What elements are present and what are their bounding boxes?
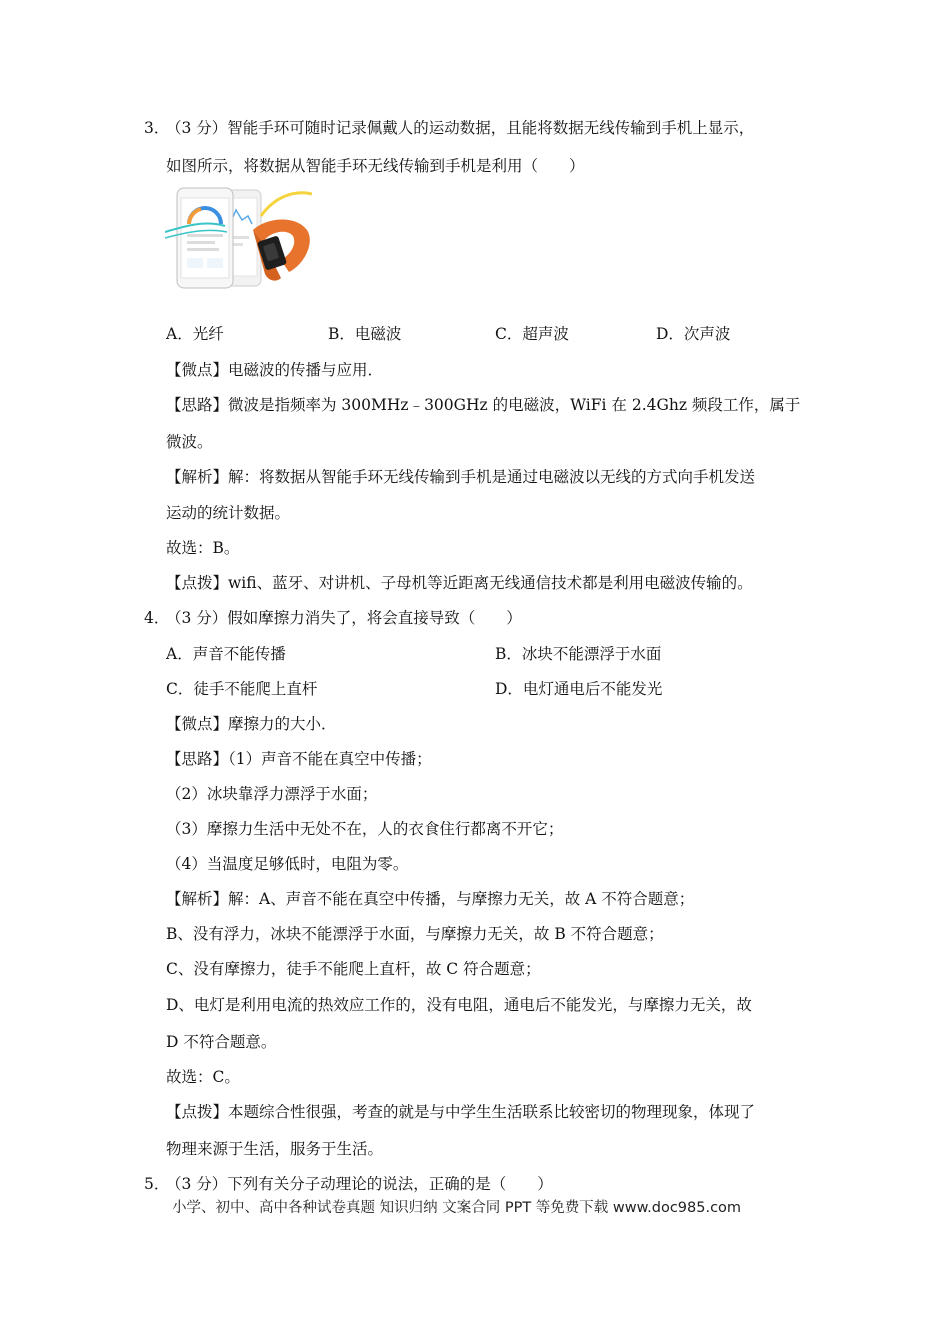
question-4-option-c: C．徒手不能爬上直杆 [166, 680, 318, 698]
question-3-option-c: C．超声波 [495, 325, 569, 343]
question-4-stem: （3 分）假如摩擦力消失了，将会直接导致（ ） [166, 609, 522, 627]
smart-band-phone-figure [165, 186, 312, 290]
question-4-option-b: B．冰块不能漂浮于水面 [495, 645, 662, 663]
question-3-jiexi-line1: 【解析】解：将数据从智能手环无线传输到手机是通过电磁波以无线的方式向手机发送 [166, 468, 756, 486]
question-3-option-b: B．电磁波 [328, 325, 402, 343]
question-4-jiexi-line2: B、没有浮力，冰块不能漂浮于水面，与摩擦力无关，故 B 不符合题意； [166, 925, 664, 943]
question-3-number: 3． [144, 119, 170, 137]
question-4-option-d: D．电灯通电后不能发光 [495, 680, 663, 698]
question-4-jiexi-line1: 【解析】解：A、声音不能在真空中传播，与摩擦力无关，故 A 不符合题意； [166, 890, 695, 908]
question-3-jiexi-line2: 运动的统计数据。 [166, 504, 291, 522]
question-4-number: 4． [144, 609, 170, 627]
question-3-option-a: A．光纤 [166, 325, 224, 343]
question-4-answer: 故选：C。 [166, 1068, 240, 1086]
page-footer: 小学、初中、高中各种试卷真题 知识归纳 文案合同 PPT 等免费下载 www.doc985.com [172, 1200, 742, 1216]
question-4-silu-line1: 【思路】（1）声音不能在真空中传播； [166, 750, 432, 768]
question-4-option-a: A．声音不能传播 [166, 645, 286, 663]
question-3-answer: 故选：B。 [166, 539, 240, 557]
question-5-stem: （3 分）下列有关分子动理论的说法，正确的是（ ） [166, 1175, 553, 1193]
question-4-dianbo-line2: 物理来源于生活，服务于生活。 [166, 1140, 384, 1158]
question-3-dianbo: 【点拨】wifi、蓝牙、对讲机、子母机等近距离无线通信技术都是利用电磁波传输的。 [166, 574, 753, 592]
question-4-silu-line2: （2）冰块靠浮力漂浮于水面； [166, 785, 378, 803]
question-4-jiexi-line5: D 不符合题意。 [166, 1033, 277, 1051]
question-3-weidian: 【微点】电磁波的传播与应用． [166, 361, 384, 379]
question-4-silu-line3: （3）摩擦力生活中无处不在，人的衣食住行都离不开它； [166, 820, 564, 838]
question-3-silu-line2: 微波。 [166, 433, 213, 451]
question-3-option-d: D．次声波 [656, 325, 731, 343]
question-5-number: 5． [144, 1175, 170, 1193]
question-4-jiexi-line4: D、电灯是利用电流的热效应工作的，没有电阻，通电后不能发光，与摩擦力无关，故 [166, 996, 752, 1014]
question-4-dianbo-line1: 【点拨】本题综合性很强，考查的就是与中学生生活联系比较密切的物理现象，体现了 [166, 1103, 756, 1121]
question-3-stem-line2: 如图所示，将数据从智能手环无线传输到手机是利用（ ） [166, 157, 585, 175]
question-3-stem-line1: （3 分）智能手环可随时记录佩戴人的运动数据，且能将数据无线传输到手机上显示， [166, 119, 755, 137]
question-4-silu-line4: （4）当温度足够低时，电阻为零。 [166, 855, 409, 873]
question-4-weidian: 【微点】摩擦力的大小． [166, 715, 337, 733]
question-4-jiexi-line3: C、没有摩擦力，徒手不能爬上直杆，故 C 符合题意； [166, 960, 541, 978]
question-3-silu-line1: 【思路】微波是指频率为 300MHz﹣300GHz 的电磁波，WiFi 在 2.4Ghz 频段工作，属于 [166, 396, 801, 414]
